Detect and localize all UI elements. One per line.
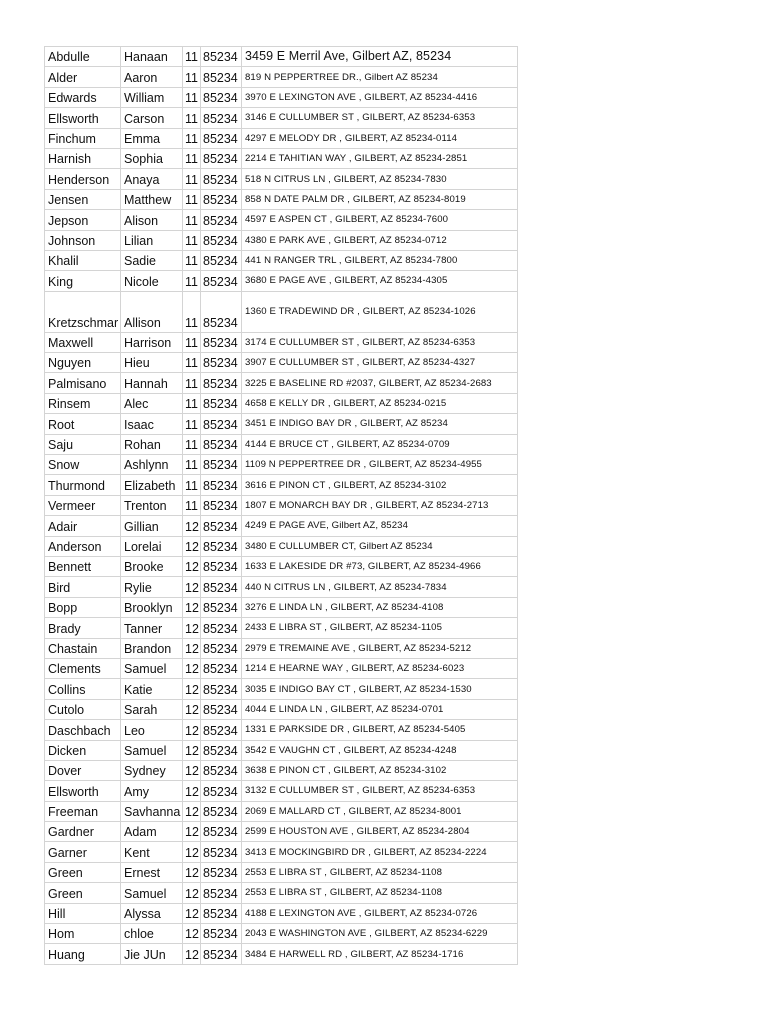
first-name-cell: Harrison bbox=[121, 332, 183, 352]
grade-cell: 11 bbox=[183, 169, 201, 189]
last-name-cell: Chastain bbox=[45, 638, 121, 658]
table-row bbox=[45, 618, 518, 638]
grade-cell: 12 bbox=[183, 638, 201, 658]
address-cell: 3225 E BASELINE RD #2037, GILBERT, AZ 85234-2683 bbox=[242, 373, 518, 393]
table-row bbox=[45, 801, 518, 821]
table-row bbox=[45, 353, 518, 373]
first-name-cell: Elizabeth bbox=[121, 475, 183, 495]
first-name-cell: Sydney bbox=[121, 760, 183, 780]
address-cell: 518 N CITRUS LN , GILBERT, AZ 85234-7830 bbox=[242, 169, 518, 189]
grade-cell: 12 bbox=[183, 679, 201, 699]
table-row bbox=[45, 434, 518, 454]
address-cell: 3035 E INDIGO BAY CT , GILBERT, AZ 85234-1530 bbox=[242, 679, 518, 699]
address-cell: 3638 E PINON CT , GILBERT, AZ 85234-3102 bbox=[242, 760, 518, 780]
table-row bbox=[45, 903, 518, 923]
address-cell: 4144 E BRUCE CT , GILBERT, AZ 85234-0709 bbox=[242, 434, 518, 454]
table-row bbox=[45, 638, 518, 658]
last-name-cell: Alder bbox=[45, 67, 121, 87]
first-name-cell: Ernest bbox=[121, 862, 183, 882]
address-cell: 1807 E MONARCH BAY DR , GILBERT, AZ 85234-2713 bbox=[242, 495, 518, 515]
table-row bbox=[45, 781, 518, 801]
last-name-cell: Hom bbox=[45, 924, 121, 944]
table-row bbox=[45, 862, 518, 882]
zip-cell: 85234 bbox=[201, 47, 242, 67]
last-name-cell: Collins bbox=[45, 679, 121, 699]
zip-cell: 85234 bbox=[201, 944, 242, 964]
last-name-cell: Nguyen bbox=[45, 353, 121, 373]
zip-cell: 85234 bbox=[201, 271, 242, 291]
zip-cell: 85234 bbox=[201, 577, 242, 597]
first-name-cell: Ashlynn bbox=[121, 455, 183, 475]
zip-cell: 85234 bbox=[201, 638, 242, 658]
zip-cell: 85234 bbox=[201, 618, 242, 638]
last-name-cell: Green bbox=[45, 883, 121, 903]
zip-cell: 85234 bbox=[201, 781, 242, 801]
last-name-cell: Dover bbox=[45, 760, 121, 780]
grade-cell: 12 bbox=[183, 699, 201, 719]
grade-cell: 11 bbox=[183, 47, 201, 67]
last-name-cell: Khalil bbox=[45, 250, 121, 270]
last-name-cell: Jensen bbox=[45, 189, 121, 209]
last-name-cell: Palmisano bbox=[45, 373, 121, 393]
last-name-cell: Ellsworth bbox=[45, 108, 121, 128]
last-name-cell: King bbox=[45, 271, 121, 291]
address-cell: 3484 E HARWELL RD , GILBERT, AZ 85234-1716 bbox=[242, 944, 518, 964]
zip-cell: 85234 bbox=[201, 169, 242, 189]
grade-cell: 11 bbox=[183, 475, 201, 495]
grade-cell: 12 bbox=[183, 597, 201, 617]
zip-cell: 85234 bbox=[201, 597, 242, 617]
address-cell: 2599 E HOUSTON AVE , GILBERT, AZ 85234-2804 bbox=[242, 822, 518, 842]
last-name-cell: Jepson bbox=[45, 210, 121, 230]
zip-cell: 85234 bbox=[201, 658, 242, 678]
zip-cell: 85234 bbox=[201, 87, 242, 107]
grade-cell: 12 bbox=[183, 577, 201, 597]
grade-cell: 11 bbox=[183, 108, 201, 128]
table-row bbox=[45, 250, 518, 270]
grade-cell: 12 bbox=[183, 740, 201, 760]
first-name-cell: Hannah bbox=[121, 373, 183, 393]
grade-cell: 11 bbox=[183, 128, 201, 148]
table-row bbox=[45, 210, 518, 230]
address-cell: 3480 E CULLUMBER CT, Gilbert AZ 85234 bbox=[242, 536, 518, 556]
grade-cell: 12 bbox=[183, 822, 201, 842]
grade-cell: 11 bbox=[183, 332, 201, 352]
first-name-cell: Adam bbox=[121, 822, 183, 842]
first-name-cell: Brooke bbox=[121, 556, 183, 576]
first-name-cell: Katie bbox=[121, 679, 183, 699]
table-row bbox=[45, 47, 518, 67]
first-name-cell: Tanner bbox=[121, 618, 183, 638]
grade-cell: 11 bbox=[183, 353, 201, 373]
last-name-cell: Hill bbox=[45, 903, 121, 923]
grade-cell: 11 bbox=[183, 271, 201, 291]
grade-cell: 11 bbox=[183, 414, 201, 434]
table-row bbox=[45, 230, 518, 250]
table-row bbox=[45, 169, 518, 189]
first-name-cell: chloe bbox=[121, 924, 183, 944]
first-name-cell: Aaron bbox=[121, 67, 183, 87]
address-cell: 3146 E CULLUMBER ST , GILBERT, AZ 85234-6353 bbox=[242, 108, 518, 128]
grade-cell: 11 bbox=[183, 230, 201, 250]
last-name-cell: Bird bbox=[45, 577, 121, 597]
address-cell: 2214 E TAHITIAN WAY , GILBERT, AZ 85234-2851 bbox=[242, 148, 518, 168]
table-row bbox=[45, 699, 518, 719]
zip-cell: 85234 bbox=[201, 536, 242, 556]
table-row bbox=[45, 475, 518, 495]
grade-cell: 12 bbox=[183, 536, 201, 556]
table-row bbox=[45, 822, 518, 842]
zip-cell: 85234 bbox=[201, 924, 242, 944]
last-name-cell: Abdulle bbox=[45, 47, 121, 67]
grade-cell: 11 bbox=[183, 210, 201, 230]
zip-cell: 85234 bbox=[201, 455, 242, 475]
zip-cell: 85234 bbox=[201, 720, 242, 740]
table-row bbox=[45, 760, 518, 780]
first-name-cell: Amy bbox=[121, 781, 183, 801]
address-cell: 2043 E WASHINGTON AVE , GILBERT, AZ 85234-6229 bbox=[242, 924, 518, 944]
table-row bbox=[45, 597, 518, 617]
grade-cell: 11 bbox=[183, 87, 201, 107]
address-cell: 2553 E LIBRA ST , GILBERT, AZ 85234-1108 bbox=[242, 862, 518, 882]
address-cell: 3174 E CULLUMBER ST , GILBERT, AZ 85234-6353 bbox=[242, 332, 518, 352]
address-cell: 440 N CITRUS LN , GILBERT, AZ 85234-7834 bbox=[242, 577, 518, 597]
table-row bbox=[45, 393, 518, 413]
first-name-cell: Hieu bbox=[121, 353, 183, 373]
zip-cell: 85234 bbox=[201, 210, 242, 230]
grade-cell: 11 bbox=[183, 393, 201, 413]
zip-cell: 85234 bbox=[201, 883, 242, 903]
address-cell: 3451 E INDIGO BAY DR , GILBERT, AZ 85234 bbox=[242, 414, 518, 434]
grade-cell: 11 bbox=[183, 189, 201, 209]
table-body bbox=[45, 47, 518, 965]
last-name-cell: Adair bbox=[45, 516, 121, 536]
grade-cell: 12 bbox=[183, 903, 201, 923]
table-row bbox=[45, 67, 518, 87]
last-name-cell: Maxwell bbox=[45, 332, 121, 352]
first-name-cell: Samuel bbox=[121, 883, 183, 903]
first-name-cell: Sarah bbox=[121, 699, 183, 719]
table-row bbox=[45, 148, 518, 168]
grade-cell: 12 bbox=[183, 556, 201, 576]
zip-cell: 85234 bbox=[201, 414, 242, 434]
address-cell: 2553 E LIBRA ST , GILBERT, AZ 85234-1108 bbox=[242, 883, 518, 903]
grade-cell: 12 bbox=[183, 883, 201, 903]
last-name-cell: Saju bbox=[45, 434, 121, 454]
first-name-cell: Alyssa bbox=[121, 903, 183, 923]
table-row bbox=[45, 536, 518, 556]
zip-cell: 85234 bbox=[201, 230, 242, 250]
grade-cell: 12 bbox=[183, 801, 201, 821]
zip-cell: 85234 bbox=[201, 373, 242, 393]
table-row bbox=[45, 87, 518, 107]
address-cell: 3542 E VAUGHN CT , GILBERT, AZ 85234-4248 bbox=[242, 740, 518, 760]
address-cell: 1633 E LAKESIDE DR #73, GILBERT, AZ 85234-4966 bbox=[242, 556, 518, 576]
last-name-cell: Rinsem bbox=[45, 393, 121, 413]
address-cell: 1214 E HEARNE WAY , GILBERT, AZ 85234-6023 bbox=[242, 658, 518, 678]
table-row bbox=[45, 679, 518, 699]
grade-cell: 11 bbox=[183, 250, 201, 270]
grade-cell: 11 bbox=[183, 495, 201, 515]
zip-cell: 85234 bbox=[201, 250, 242, 270]
grade-cell: 12 bbox=[183, 516, 201, 536]
address-cell: 4597 E ASPEN CT , GILBERT, AZ 85234-7600 bbox=[242, 210, 518, 230]
table-row bbox=[45, 271, 518, 291]
table-row bbox=[45, 332, 518, 352]
grade-cell: 12 bbox=[183, 618, 201, 638]
table-row bbox=[45, 842, 518, 862]
first-name-cell: Alec bbox=[121, 393, 183, 413]
first-name-cell: Gillian bbox=[121, 516, 183, 536]
zip-cell: 85234 bbox=[201, 822, 242, 842]
grade-cell: 12 bbox=[183, 781, 201, 801]
address-cell: 819 N PEPPERTREE DR., Gilbert AZ 85234 bbox=[242, 67, 518, 87]
grade-cell: 12 bbox=[183, 944, 201, 964]
first-name-cell: Alison bbox=[121, 210, 183, 230]
last-name-cell: Thurmond bbox=[45, 475, 121, 495]
table-row bbox=[45, 944, 518, 964]
table-row bbox=[45, 740, 518, 760]
address-cell: 3907 E CULLUMBER ST , GILBERT, AZ 85234-4327 bbox=[242, 353, 518, 373]
last-name-cell: Harnish bbox=[45, 148, 121, 168]
address-cell: 1360 E TRADEWIND DR , GILBERT, AZ 85234-1026 bbox=[242, 291, 518, 332]
first-name-cell: Savhanna bbox=[121, 801, 183, 821]
last-name-cell: Kretzschmar bbox=[45, 291, 121, 332]
first-name-cell: Samuel bbox=[121, 740, 183, 760]
last-name-cell: Bopp bbox=[45, 597, 121, 617]
table-row bbox=[45, 414, 518, 434]
grade-cell: 12 bbox=[183, 720, 201, 740]
last-name-cell: Dicken bbox=[45, 740, 121, 760]
address-cell: 4249 E PAGE AVE, Gilbert AZ, 85234 bbox=[242, 516, 518, 536]
zip-cell: 85234 bbox=[201, 393, 242, 413]
address-cell: 4188 E LEXINGTON AVE , GILBERT, AZ 85234-0726 bbox=[242, 903, 518, 923]
last-name-cell: Anderson bbox=[45, 536, 121, 556]
last-name-cell: Johnson bbox=[45, 230, 121, 250]
zip-cell: 85234 bbox=[201, 148, 242, 168]
table-row bbox=[45, 883, 518, 903]
address-cell: 2069 E MALLARD CT , GILBERT, AZ 85234-8001 bbox=[242, 801, 518, 821]
first-name-cell: Emma bbox=[121, 128, 183, 148]
grade-cell: 11 bbox=[183, 373, 201, 393]
zip-cell: 85234 bbox=[201, 801, 242, 821]
last-name-cell: Brady bbox=[45, 618, 121, 638]
last-name-cell: Snow bbox=[45, 455, 121, 475]
table-row bbox=[45, 924, 518, 944]
address-cell: 4658 E KELLY DR , GILBERT, AZ 85234-0215 bbox=[242, 393, 518, 413]
grade-cell: 11 bbox=[183, 67, 201, 87]
table-row bbox=[45, 516, 518, 536]
first-name-cell: Leo bbox=[121, 720, 183, 740]
first-name-cell: Brooklyn bbox=[121, 597, 183, 617]
first-name-cell: Isaac bbox=[121, 414, 183, 434]
last-name-cell: Gardner bbox=[45, 822, 121, 842]
table-row bbox=[45, 720, 518, 740]
address-cell: 3413 E MOCKINGBIRD DR , GILBERT, AZ 85234-2224 bbox=[242, 842, 518, 862]
last-name-cell: Finchum bbox=[45, 128, 121, 148]
last-name-cell: Garner bbox=[45, 842, 121, 862]
address-cell: 3276 E LINDA LN , GILBERT, AZ 85234-4108 bbox=[242, 597, 518, 617]
first-name-cell: Sophia bbox=[121, 148, 183, 168]
zip-cell: 85234 bbox=[201, 108, 242, 128]
zip-cell: 85234 bbox=[201, 495, 242, 515]
address-cell: 858 N DATE PALM DR , GILBERT, AZ 85234-8019 bbox=[242, 189, 518, 209]
first-name-cell: Lilian bbox=[121, 230, 183, 250]
first-name-cell: Carson bbox=[121, 108, 183, 128]
zip-cell: 85234 bbox=[201, 475, 242, 495]
table-row bbox=[45, 495, 518, 515]
last-name-cell: Cutolo bbox=[45, 699, 121, 719]
first-name-cell: Anaya bbox=[121, 169, 183, 189]
grade-cell: 11 bbox=[183, 148, 201, 168]
zip-cell: 85234 bbox=[201, 516, 242, 536]
grade-cell: 12 bbox=[183, 842, 201, 862]
first-name-cell: Hanaan bbox=[121, 47, 183, 67]
table-row bbox=[45, 128, 518, 148]
zip-cell: 85234 bbox=[201, 903, 242, 923]
first-name-cell: Allison bbox=[121, 291, 183, 332]
address-cell: 1331 E PARKSIDE DR , GILBERT, AZ 85234-5405 bbox=[242, 720, 518, 740]
zip-cell: 85234 bbox=[201, 353, 242, 373]
grade-cell: 12 bbox=[183, 924, 201, 944]
first-name-cell: Brandon bbox=[121, 638, 183, 658]
last-name-cell: Bennett bbox=[45, 556, 121, 576]
zip-cell: 85234 bbox=[201, 699, 242, 719]
first-name-cell: William bbox=[121, 87, 183, 107]
zip-cell: 85234 bbox=[201, 760, 242, 780]
address-cell: 4297 E MELODY DR , GILBERT, AZ 85234-0114 bbox=[242, 128, 518, 148]
first-name-cell: Rohan bbox=[121, 434, 183, 454]
grade-cell: 11 bbox=[183, 291, 201, 332]
address-cell: 3132 E CULLUMBER ST , GILBERT, AZ 85234-6353 bbox=[242, 781, 518, 801]
last-name-cell: Vermeer bbox=[45, 495, 121, 515]
last-name-cell: Edwards bbox=[45, 87, 121, 107]
first-name-cell: Nicole bbox=[121, 271, 183, 291]
zip-cell: 85234 bbox=[201, 189, 242, 209]
grade-cell: 12 bbox=[183, 760, 201, 780]
zip-cell: 85234 bbox=[201, 332, 242, 352]
first-name-cell: Trenton bbox=[121, 495, 183, 515]
last-name-cell: Freeman bbox=[45, 801, 121, 821]
zip-cell: 85234 bbox=[201, 862, 242, 882]
zip-cell: 85234 bbox=[201, 842, 242, 862]
last-name-cell: Root bbox=[45, 414, 121, 434]
last-name-cell: Green bbox=[45, 862, 121, 882]
first-name-cell: Sadie bbox=[121, 250, 183, 270]
last-name-cell: Clements bbox=[45, 658, 121, 678]
address-cell: 3459 E Merril Ave, Gilbert AZ, 85234 bbox=[242, 47, 518, 67]
last-name-cell: Huang bbox=[45, 944, 121, 964]
zip-cell: 85234 bbox=[201, 291, 242, 332]
zip-cell: 85234 bbox=[201, 434, 242, 454]
address-cell: 1109 N PEPPERTREE DR , GILBERT, AZ 85234-4955 bbox=[242, 455, 518, 475]
grade-cell: 11 bbox=[183, 434, 201, 454]
last-name-cell: Daschbach bbox=[45, 720, 121, 740]
table-row bbox=[45, 291, 518, 332]
address-cell: 4044 E LINDA LN , GILBERT, AZ 85234-0701 bbox=[242, 699, 518, 719]
zip-cell: 85234 bbox=[201, 556, 242, 576]
address-cell: 3616 E PINON CT , GILBERT, AZ 85234-3102 bbox=[242, 475, 518, 495]
first-name-cell: Rylie bbox=[121, 577, 183, 597]
first-name-cell: Jie JUn bbox=[121, 944, 183, 964]
address-cell: 2979 E TREMAINE AVE , GILBERT, AZ 85234-5212 bbox=[242, 638, 518, 658]
table-row bbox=[45, 108, 518, 128]
address-cell: 2433 E LIBRA ST , GILBERT, AZ 85234-1105 bbox=[242, 618, 518, 638]
first-name-cell: Matthew bbox=[121, 189, 183, 209]
last-name-cell: Henderson bbox=[45, 169, 121, 189]
first-name-cell: Samuel bbox=[121, 658, 183, 678]
table-row bbox=[45, 577, 518, 597]
table-row bbox=[45, 373, 518, 393]
first-name-cell: Lorelai bbox=[121, 536, 183, 556]
grade-cell: 12 bbox=[183, 862, 201, 882]
address-cell: 441 N RANGER TRL , GILBERT, AZ 85234-7800 bbox=[242, 250, 518, 270]
zip-cell: 85234 bbox=[201, 679, 242, 699]
first-name-cell: Kent bbox=[121, 842, 183, 862]
table-row bbox=[45, 556, 518, 576]
student-address-table bbox=[44, 46, 518, 965]
table-row bbox=[45, 658, 518, 678]
table-row bbox=[45, 455, 518, 475]
grade-cell: 12 bbox=[183, 658, 201, 678]
last-name-cell: Ellsworth bbox=[45, 781, 121, 801]
address-cell: 4380 E PARK AVE , GILBERT, AZ 85234-0712 bbox=[242, 230, 518, 250]
address-cell: 3680 E PAGE AVE , GILBERT, AZ 85234-4305 bbox=[242, 271, 518, 291]
zip-cell: 85234 bbox=[201, 67, 242, 87]
zip-cell: 85234 bbox=[201, 740, 242, 760]
address-cell: 3970 E LEXINGTON AVE , GILBERT, AZ 85234-4416 bbox=[242, 87, 518, 107]
grade-cell: 11 bbox=[183, 455, 201, 475]
zip-cell: 85234 bbox=[201, 128, 242, 148]
table-row bbox=[45, 189, 518, 209]
